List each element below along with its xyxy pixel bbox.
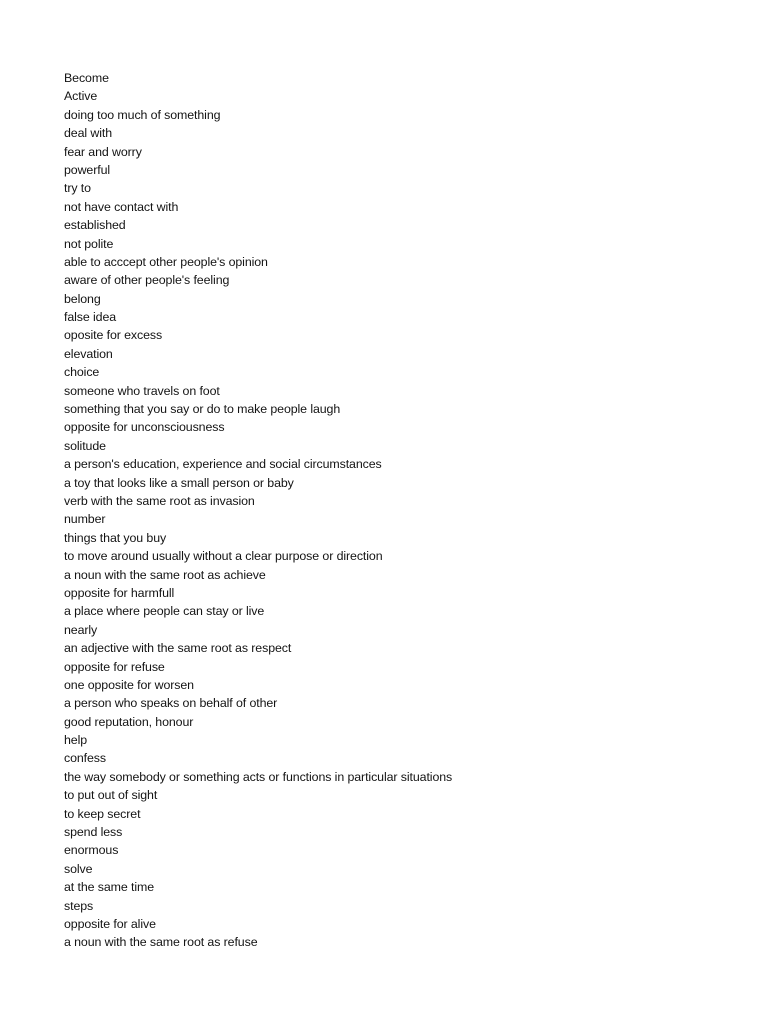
list-item: at the same time [64,880,154,895]
list-item: able to acccept other people's opinion [64,254,268,269]
list-item: false idea [64,310,117,325]
list-item: to keep secret [64,806,141,821]
list-item: a noun with the same root as achieve [64,567,266,582]
list-item: a person's education, experience and social circumstances [64,457,382,472]
list-item: one opposite for worsen [64,677,194,692]
list-item: someone who travels on foot [64,383,220,398]
list-item: doing too much of something [64,107,221,122]
list-item: nearly [64,622,98,637]
list-item: to put out of sight [64,788,158,803]
list-item: spend less [64,825,123,840]
list-item: fear and worry [64,144,142,159]
list-item: good reputation, honour [64,714,194,729]
list-item: confess [64,751,107,766]
list-item: established [64,218,126,233]
list-item: a place where people can stay or live [64,604,265,619]
list-item: aware of other people's feeling [64,273,230,288]
list-item: number [64,512,106,527]
list-item: powerful [64,162,111,177]
list-item: opposite for alive [64,916,156,931]
list-item: oposite for excess [64,328,163,343]
list-item: elevation [64,346,113,361]
list-item: things that you buy [64,530,167,545]
list-item: solve [64,861,93,876]
definition-list [64,69,452,952]
list-item: solitude [64,438,106,453]
list-item: try to [64,181,91,196]
list-item: an adjective with the same root as respect [64,641,292,656]
list-item: not have contact with [64,199,179,214]
list-item: Active [64,89,98,104]
list-item: opposite for harmfull [64,585,175,600]
list-item: the way somebody or something acts or functions in particular situations [64,769,453,784]
list-item: a person who speaks on behalf of other [64,696,278,711]
list-item: not polite [64,236,114,251]
list-item: choice [64,365,100,380]
list-item: Become [64,71,109,85]
list-item: a toy that looks like a small person or baby [64,475,294,490]
list-item: something that you say or do to make people laugh [64,402,341,417]
list-item: help [64,733,88,748]
list-item: deal with [64,126,113,141]
list-item: enormous [64,843,119,858]
list-item: opposite for unconsciousness [64,420,225,435]
list-item: a noun with the same root as refuse [64,935,258,950]
list-item: verb with the same root as invasion [64,493,255,508]
list-item: opposite for refuse [64,659,165,674]
list-item: belong [64,291,101,306]
list-item: steps [64,898,94,913]
list-item: to move around usually without a clear purpose or direction [64,549,383,564]
